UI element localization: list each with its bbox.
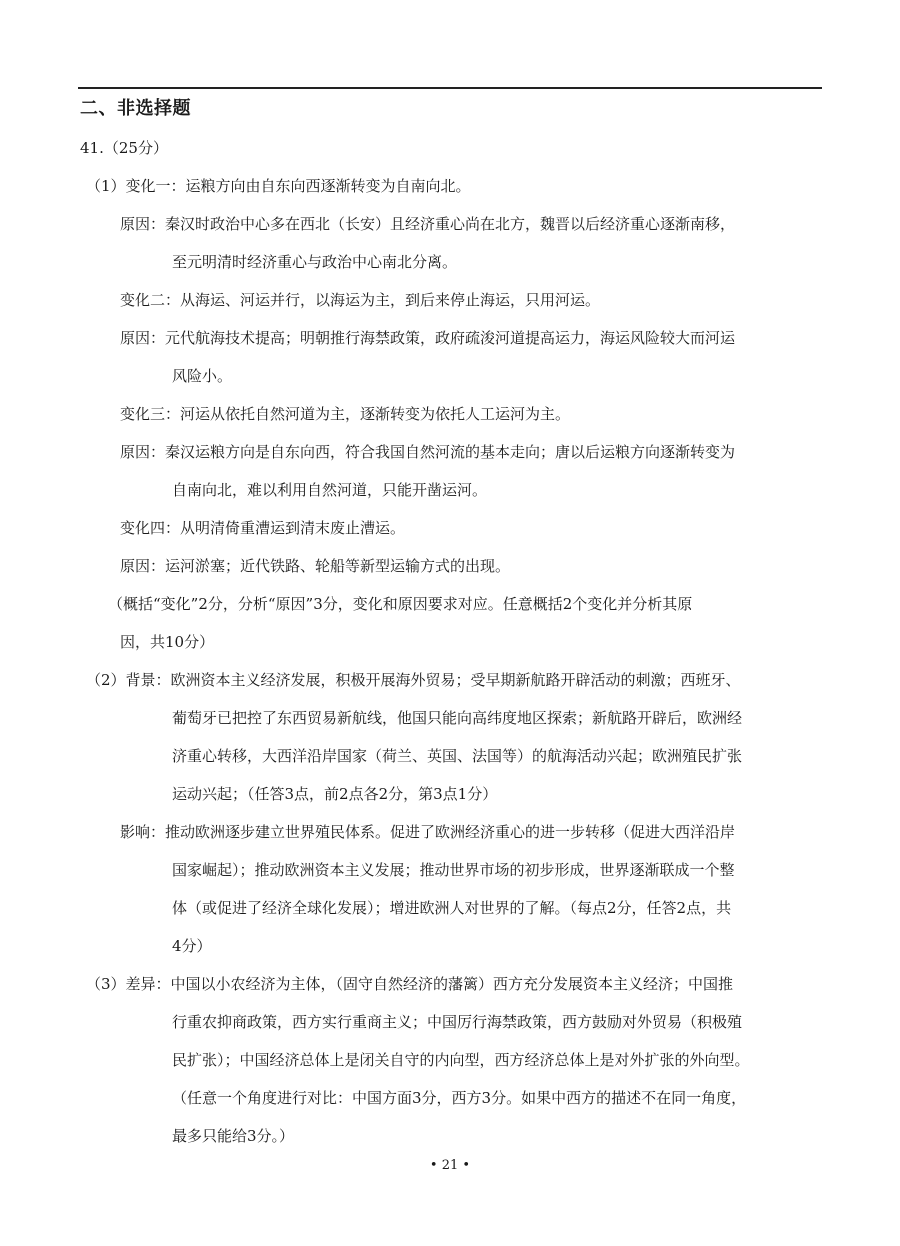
answer-line: 变化二：从海运、河运并行，以海运为主，到后来停止海运，只用河运。 <box>120 291 601 309</box>
answer-line: 影响：推动欧洲逐步建立世界殖民体系。促进了欧洲经济重心的进一步转移（促进大西洋沿岸 <box>120 823 736 841</box>
answer-line: 民扩张）；中国经济总体上是闭关自守的内向型，西方经济总体上是对外扩张的外向型。 <box>172 1051 750 1069</box>
scoring-note: 最多只能给3分。） <box>172 1127 295 1145</box>
question-header: 41.（25分） <box>80 139 168 157</box>
answer-line: 风险小。 <box>172 367 233 385</box>
answer-line: 变化三：河运从依托自然河道为主，逐渐转变为依托人工运河为主。 <box>120 405 571 423</box>
answer-line: 自南向北，难以利用自然河道，只能开凿运河。 <box>172 481 488 499</box>
answer-line: （2）背景：欧洲资本主义经济发展，积极开展海外贸易；受早期新航路开辟活动的刺激；西班牙、 <box>86 671 741 689</box>
section-title: 二、非选择题 <box>80 98 191 119</box>
answer-line: 原因：秦汉运粮方向是自东向西，符合我国自然河流的基本走向；唐以后运粮方向逐渐转变为 <box>120 443 736 461</box>
answer-line: 葡萄牙已把控了东西贸易新航线，他国只能向高纬度地区探索；新航路开辟后，欧洲经 <box>172 709 743 727</box>
answer-line: 体（或促进了经济全球化发展）；增进欧洲人对世界的了解。（每点2分，任答2点，共 <box>172 899 732 917</box>
answer-line: 4分） <box>172 937 212 955</box>
answer-line: 变化四：从明清倚重漕运到清末废止漕运。 <box>120 519 406 537</box>
scoring-note: 因，共10分） <box>120 633 215 651</box>
top-rule <box>78 87 822 89</box>
answer-line: 行重农抑商政策，西方实行重商主义；中国厉行海禁政策，西方鼓励对外贸易（积极殖 <box>172 1013 743 1031</box>
answer-line: 至元明清时经济重心与政治中心南北分离。 <box>172 253 458 271</box>
answer-line: 国家崛起）；推动欧洲资本主义发展；推动世界市场的初步形成，世界逐渐联成一个整 <box>172 861 735 879</box>
answer-line: 原因：元代航海技术提高；明朝推行海禁政策，政府疏浚河道提高运力，海运风险较大而河运 <box>120 329 736 347</box>
scoring-note: （概括“变化”2分，分析“原因”3分，变化和原因要求对应。任意概括2个变化并分析其原 <box>108 595 693 613</box>
page-number: • 21 • <box>429 1158 471 1173</box>
answer-line: 济重心转移，大西洋沿岸国家（荷兰、英国、法国等）的航海活动兴起；欧洲殖民扩张 <box>172 747 743 765</box>
answer-line: 运动兴起；（任答3点，前2点各2分，第3点1分） <box>172 785 498 803</box>
answer-line: 原因：运河淤塞；近代铁路、轮船等新型运输方式的出现。 <box>120 557 511 575</box>
answer-line: （1）变化一：运粮方向由自东向西逐渐转变为自南向北。 <box>86 177 471 195</box>
answer-line: （3）差异：中国以小农经济为主体，（固守自然经济的藩篱）西方充分发展资本主义经济；中国推 <box>86 975 734 993</box>
scoring-note: （任意一个角度进行对比：中国方面3分，西方3分。如果中西方的描述不在同一角度， <box>172 1089 747 1107</box>
answer-line: 原因：秦汉时政治中心多在西北（长安）且经济重心尚在北方，魏晋以后经济重心逐渐南移， <box>120 215 736 233</box>
